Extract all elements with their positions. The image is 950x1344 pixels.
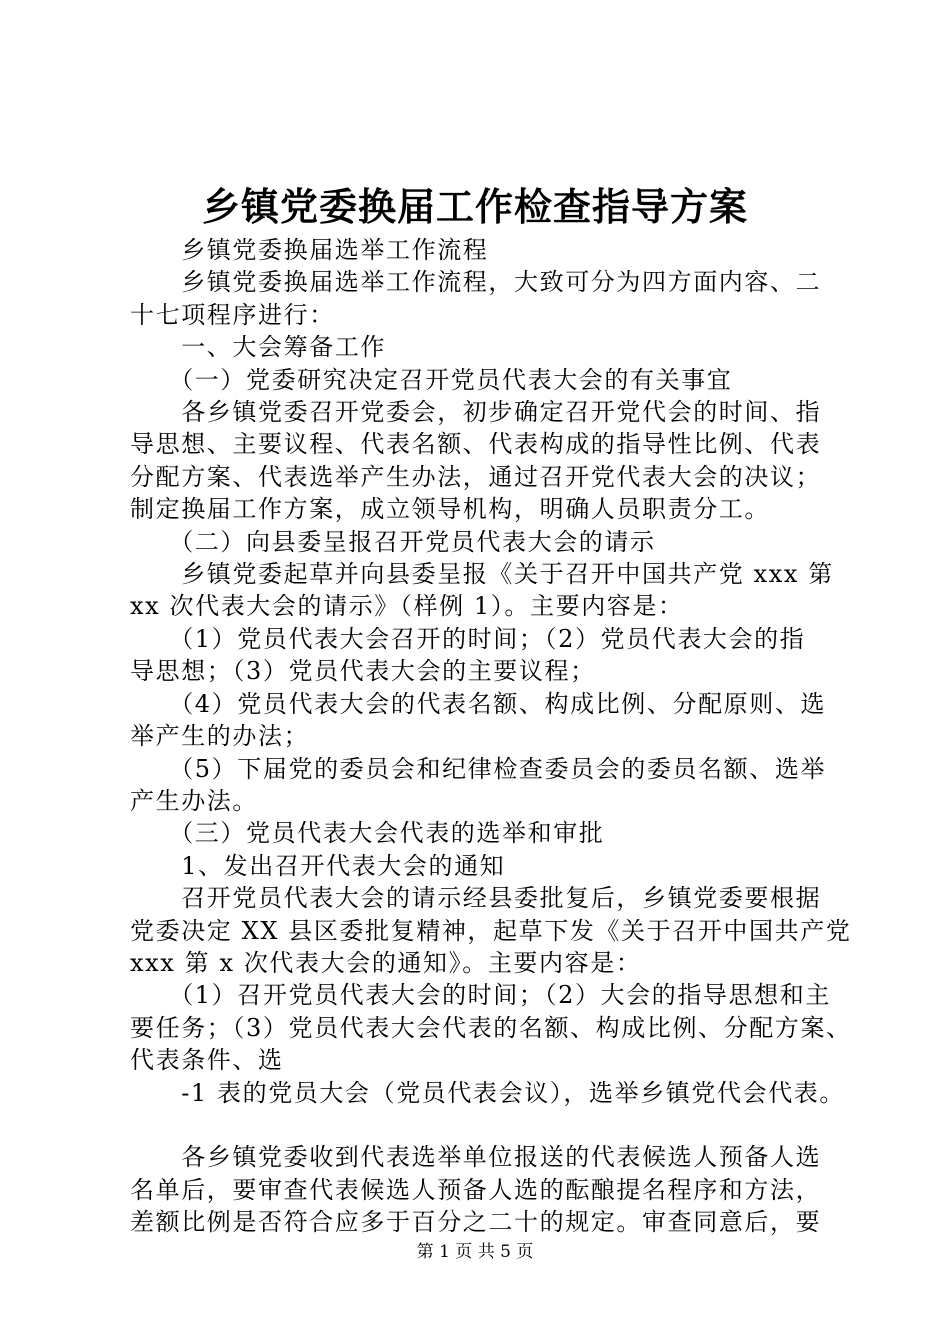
body-line: （1）党员代表大会召开的时间；（2）党员代表大会的指 xyxy=(130,624,806,653)
body-line: 要任务；（3）党员代表大会代表的名额、构成比例、分配方案、 xyxy=(130,1013,852,1042)
body-line: xx 次代表大会的请示》（样例 1）。主要内容是： xyxy=(130,592,684,621)
body-line: xxx 第 x 次代表大会的通知》。主要内容是： xyxy=(130,948,642,977)
page-number: 第 1 页 共 5 页 xyxy=(416,1242,534,1262)
body-line: 名单后，要审查代表候选人预备人选的酝酿提名程序和方法， xyxy=(130,1175,822,1204)
body-line: （1）召开党员代表大会的时间；（2）大会的指导思想和主 xyxy=(130,981,831,1010)
body-line: 1、发出召开代表大会的通知 xyxy=(130,851,506,880)
body-line: 十七项程序进行： xyxy=(130,300,335,329)
body-line: 导思想；（3）党员代表大会的主要议程； xyxy=(130,657,596,686)
body-line: 乡镇党委起草并向县委呈报《关于召开中国共产党 xxx 第 xyxy=(130,560,834,589)
body-line: 乡镇党委换届选举工作流程，大致可分为四方面内容、二 xyxy=(130,268,822,297)
body-line: 产生办法。 xyxy=(130,786,258,815)
document-title: 乡镇党委换届工作检查指导方案 xyxy=(201,184,748,229)
body-line: （二）向县委呈报召开党员代表大会的请示 xyxy=(130,527,656,556)
body-line: 导思想、主要议程、代表名额、代表构成的指导性比例、代表 xyxy=(130,430,822,459)
body-line: 召开党员代表大会的请示经县委批复后，乡镇党委要根据 xyxy=(130,884,822,913)
body-line-blank xyxy=(130,1109,830,1141)
body-line: 分配方案、代表选举产生办法，通过召开党代表大会的决议； xyxy=(130,462,822,491)
body-line: （三）党员代表大会代表的选举和审批 xyxy=(130,819,605,848)
body-line: （5）下届党的委员会和纪律检查委员会的委员名额、选举 xyxy=(130,754,827,783)
body-line: 乡镇党委换届选举工作流程 xyxy=(130,236,489,264)
body-line: 代表条件、选 xyxy=(130,1046,284,1075)
body-line: 一、大会筹备工作 xyxy=(130,333,386,362)
body-line: 制定换届工作方案，成立领导机构，明确人员职责分工。 xyxy=(130,495,770,524)
body-line: （一）党委研究决定召开党员代表大会的有关事宜 xyxy=(130,365,733,394)
body-line: 各乡镇党委召开党委会，初步确定召开党代会的时间、指 xyxy=(130,398,822,427)
body-line: 差额比例是否符合应多于百分之二十的规定。审查同意后，要 xyxy=(130,1208,822,1237)
document-body xyxy=(130,234,852,1239)
body-line: 举产生的办法； xyxy=(130,722,310,751)
body-line: -1 表的党员大会（党员代表会议），选举乡镇党代会代表。 xyxy=(130,1078,846,1107)
body-line: 各乡镇党委收到代表选举单位报送的代表候选人预备人选 xyxy=(130,1143,822,1172)
body-line: 党委决定 XX 县区委批复精神，起草下发《关于召开中国共产党 xyxy=(130,916,852,945)
body-line: （4）党员代表大会的代表名额、构成比例、分配原则、选 xyxy=(130,689,827,718)
